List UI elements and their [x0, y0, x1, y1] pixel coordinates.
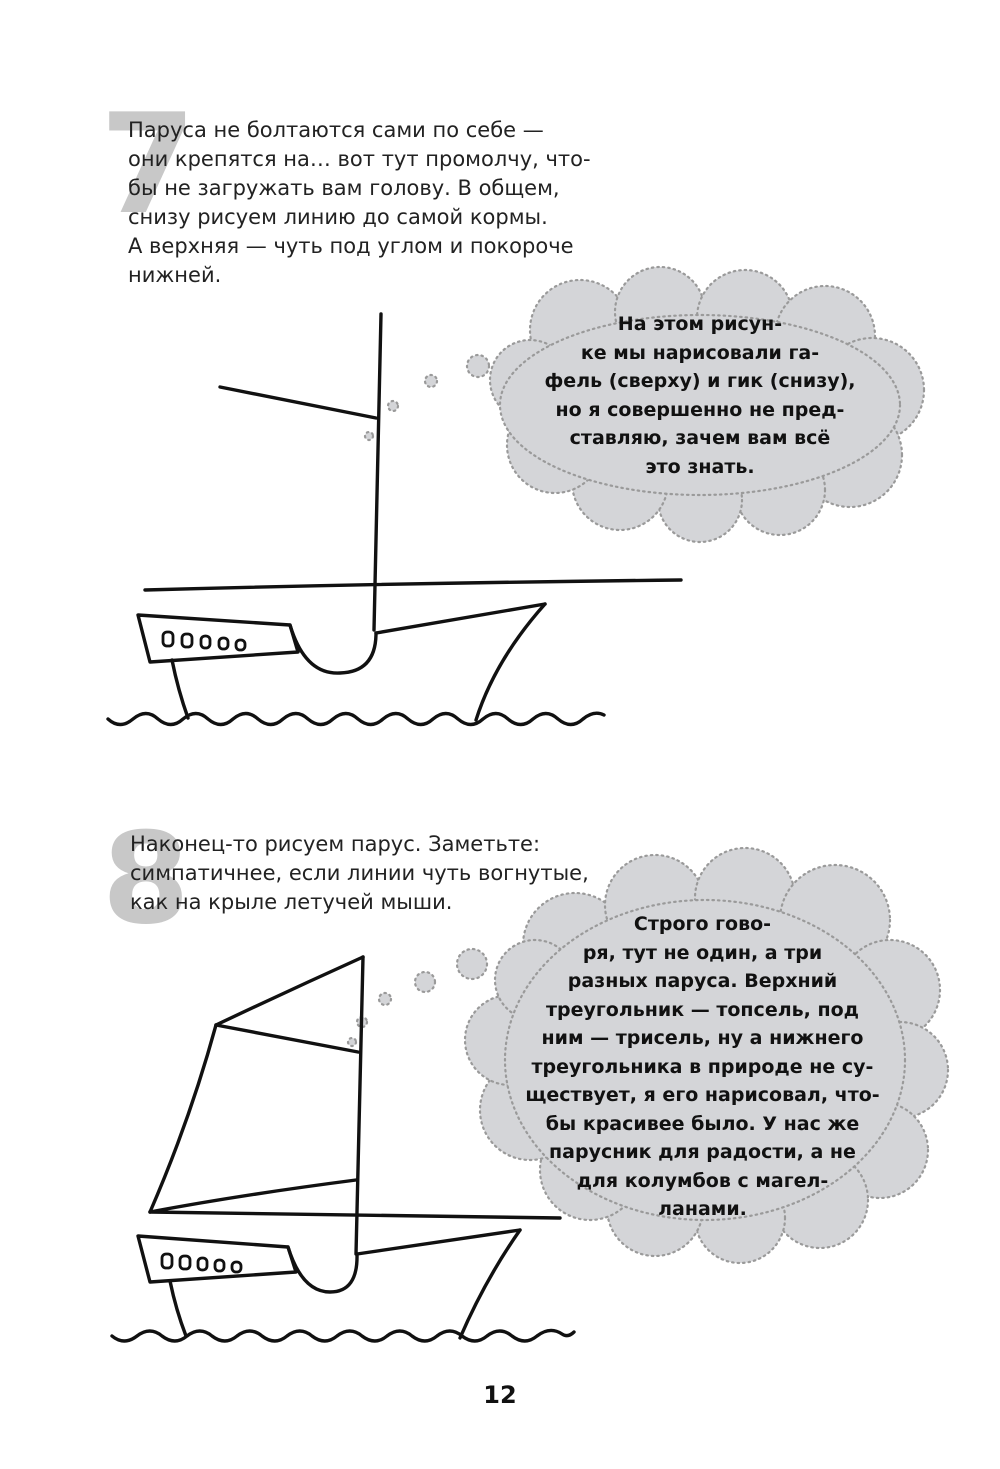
step-7-line: снизу рисуем линию до самой кормы. — [128, 205, 548, 229]
ship-2-hull-back — [170, 1281, 186, 1336]
bubble-2-line: ланами. — [658, 1198, 747, 1220]
step-8-line: Наконец-то рисуем парус. Заметьте: — [130, 832, 541, 856]
bubble-1-line: ке мы нарисовали га- — [580, 341, 820, 364]
bubble-2-line: парусник для радости, а не — [549, 1141, 856, 1163]
step-7-line: Паруса не болтаются сами по себе — — [128, 118, 544, 142]
ship-2-lower-sail — [150, 1180, 356, 1212]
bubble-2-line: ря, тут не один, а три — [582, 941, 823, 964]
ship-2-trysail-edge — [150, 1025, 216, 1212]
ship-2-boom — [150, 1212, 560, 1218]
ship-2-portholes — [162, 1254, 241, 1272]
ship-1-gaff — [220, 387, 376, 418]
step-7-line: они крепятся на… вот тут промолчу, что- — [128, 147, 591, 171]
ship-2-topsail — [216, 957, 363, 1025]
bubble-2-line: разных паруса. Верхний — [567, 970, 838, 992]
page-number: 12 — [483, 1381, 517, 1409]
bubble-2-line: ществует, я его нарисовал, что- — [525, 1084, 880, 1106]
ship-2-deck — [357, 1230, 520, 1254]
ship-1-portholes — [163, 632, 245, 650]
bubble-1-line: На этом рисун- — [617, 313, 783, 335]
ship-2-mast — [356, 957, 363, 1254]
ship-1-waves — [108, 713, 604, 724]
ship-2-bow — [460, 1230, 520, 1338]
ship-2-gaff — [216, 1025, 358, 1052]
bubble-1-line: фель (сверху) и гик (снизу), — [544, 370, 856, 392]
bubble-2-line: ним — трисель, ну а нижнего — [541, 1027, 864, 1049]
ship-1-deck — [376, 604, 545, 633]
bubble-1-text — [520, 310, 880, 481]
step-7-line: нижней. — [128, 263, 222, 287]
bubble-2-line: для колумбов с магел- — [576, 1169, 829, 1192]
bubble-1-line: но я совершенно не пред- — [555, 398, 845, 421]
bubble-2-line: Строго гово- — [633, 913, 772, 935]
step-7-line: бы не загружать вам голову. В общем, — [128, 176, 560, 200]
step-8-line: симпатичнее, если линии чуть вогнутые, — [130, 861, 589, 885]
step-8-line: как на крыле летучей мыши. — [130, 890, 453, 914]
bubble-2-line: бы красивее было. У нас же — [545, 1112, 860, 1135]
bubble-1-line: это знать. — [645, 455, 755, 478]
ship-1-mast — [374, 314, 381, 630]
ship-2-waves — [112, 1330, 574, 1341]
ship-1-hull-back — [172, 660, 188, 718]
step-7-line: А верхняя — чуть под углом и покороче — [128, 234, 574, 258]
bubble-2-line: треугольник — топсель, под — [546, 998, 859, 1021]
step-number-8: 8 — [102, 805, 190, 952]
bubble-1-line: ставляю, зачем вам всё — [569, 427, 831, 449]
step-number-7: 7 — [100, 84, 197, 245]
bubble-2-text — [505, 910, 900, 1224]
bubble-2-line: треугольника в природе не су- — [531, 1055, 874, 1078]
bubble-1-trail-dots — [365, 355, 489, 440]
ship-2-stern-curve — [288, 1247, 357, 1292]
ship-1-boom — [145, 580, 681, 590]
ship-1-bow — [476, 604, 545, 720]
ship-1-stern-curve — [290, 625, 376, 673]
